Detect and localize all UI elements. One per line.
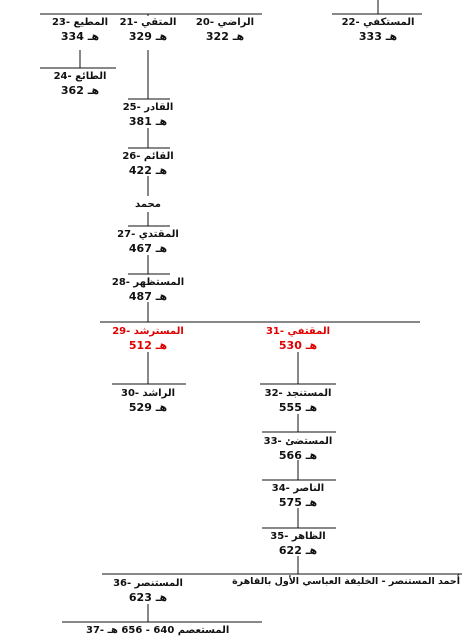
node-name: 27- المقتدي — [117, 229, 179, 240]
node-name: 21- المتقي — [119, 17, 177, 28]
node-name: محمد — [135, 199, 161, 210]
node-year: 467 هـ — [128, 242, 168, 255]
node-name: 34- الناصر — [271, 483, 325, 494]
note-ahmad-al-mustansir: أحمد المستنصر - الخليفة العباسي الأول بالقاهرة — [232, 576, 460, 587]
node-29-al-mustarshid — [112, 325, 184, 353]
node-30-al-rashid — [121, 387, 175, 415]
node-year: 623 هـ — [128, 591, 168, 604]
node-name: 20- الراضي — [195, 17, 255, 28]
node-name: 30- الراشد — [120, 388, 176, 399]
node-name: 28- المستظهر — [111, 277, 185, 288]
node-name: 29- المسترشد — [112, 326, 184, 337]
node-25-al-qadir — [123, 101, 174, 129]
node-year: 566 هـ — [278, 449, 318, 462]
node-22-al-mustakfi — [342, 16, 415, 44]
node-muhammad — [135, 198, 161, 212]
node-year: 333 هـ — [358, 30, 398, 43]
node-year: 381 هـ — [128, 115, 168, 128]
node-32-al-mustanjid — [265, 387, 332, 415]
node-year: 362 هـ — [60, 84, 100, 97]
node-name: 26- القائم — [122, 151, 174, 162]
node-year: 322 هـ — [205, 30, 245, 43]
node-year: 512 هـ — [128, 339, 168, 352]
node-28-al-mustazhir — [112, 276, 184, 304]
node-26-al-qaim — [122, 150, 173, 178]
node-year: 555 هـ — [278, 401, 318, 414]
node-name: 33- المستضئ — [263, 436, 333, 447]
node-year: 622 هـ — [278, 544, 318, 557]
node-year: 575 هـ — [278, 496, 318, 509]
node-name: 35- الظاهر — [270, 531, 326, 542]
node-name: 24- الطائع — [53, 71, 107, 82]
node-year: 329 هـ — [128, 30, 168, 43]
node-name: 22- المستكفي — [341, 17, 415, 28]
node-24-al-tai — [54, 70, 107, 98]
node-year: 422 هـ — [128, 164, 168, 177]
node-20-al-radi — [196, 16, 254, 44]
node-name: 23- المطيع — [51, 17, 109, 28]
node-35-al-zahir — [270, 530, 325, 558]
node-37-al-mustasim: 37- المستعصم 640 - 656 هـ — [86, 625, 230, 636]
node-name: 32- المستنجد — [264, 388, 332, 399]
node-year: 334 هـ — [60, 30, 100, 43]
node-23-al-muti — [52, 16, 108, 44]
node-year: 487 هـ — [128, 290, 168, 303]
node-year: 529 هـ — [128, 401, 168, 414]
node-33-al-mustadi — [264, 435, 333, 463]
node-31-al-muqtafi — [266, 325, 330, 353]
node-36-al-mustansir — [113, 577, 183, 605]
node-name: 36- المستنصر — [113, 578, 183, 589]
node-year: 530 هـ — [278, 339, 318, 352]
node-name: 31- المقتفي — [265, 326, 331, 337]
node-27-al-muqtadi — [117, 228, 179, 256]
node-name: 25- القادر — [122, 102, 174, 113]
node-34-al-nasir — [272, 482, 324, 510]
node-21-al-muttaqi — [120, 16, 177, 44]
